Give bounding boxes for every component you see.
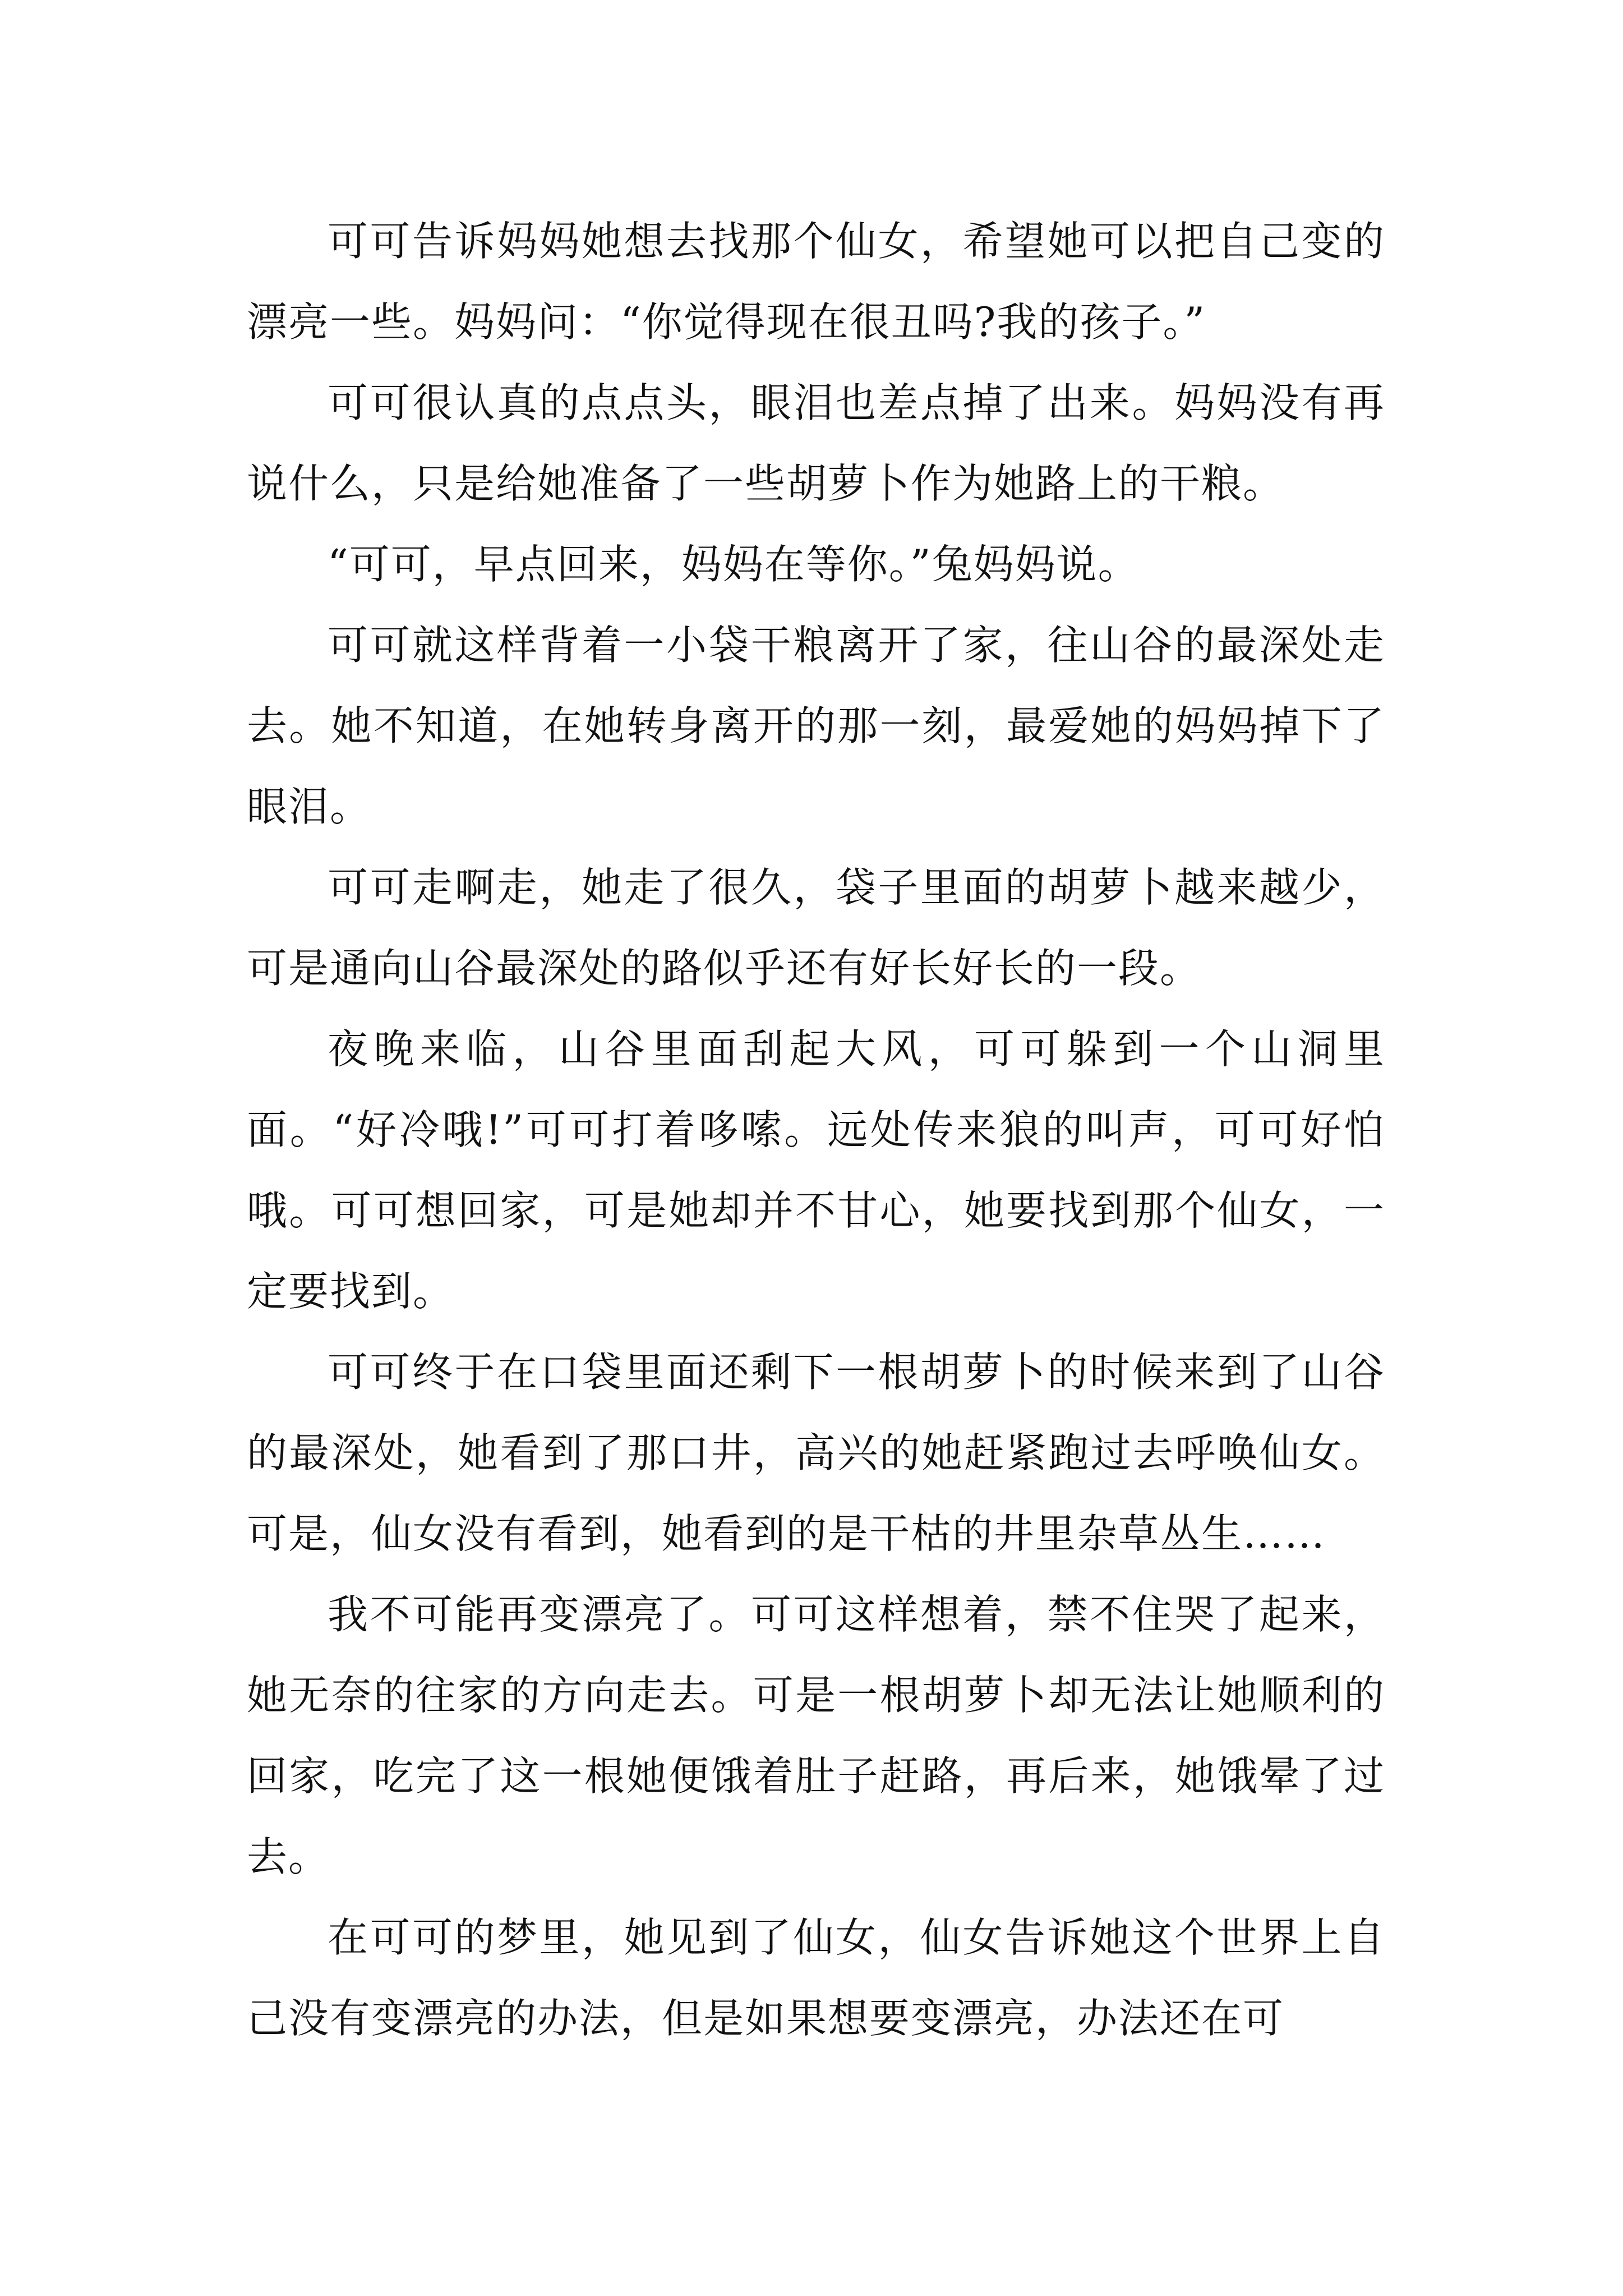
paragraph-4: 可可就这样背着一小袋干粮离开了家，往山谷的最深处走去。她不知道，在她转身离开的那一刻，最爱她的妈妈掉下了眼泪。	[247, 622, 1385, 830]
paragraph-1: 可可告诉妈妈她想去找那个仙女，希望她可以把自己变的漂亮一些。妈妈问：“你觉得现在很丑吗?我的孩子。”	[247, 218, 1385, 346]
paragraph-5: 可可走啊走，她走了很久，袋子里面的胡萝卜越来越少，可是通向山谷最深处的路似乎还有好长好长的一段。	[247, 864, 1385, 992]
paragraph-3: “可可，早点回来，妈妈在等你。”兔妈妈说。	[328, 541, 1140, 588]
paragraph-7: 可可终于在口袋里面还剩下一根胡萝卜的时候来到了山谷的最深处，她看到了那口井，高兴的她赶紧跑过去呼唤仙女。可是，仙女没有看到，她看到的是干枯的井里杂草丛生……	[247, 1349, 1385, 1557]
paragraph-6: 夜晚来临，山谷里面刮起大风，可可躲到一个山洞里面。“好冷哦!”可可打着哆嗦。远处传来狼的叫声，可可好怕哦。可可想回家，可是她却并不甘心，她要找到那个仙女，一定要找到。	[247, 1025, 1385, 1315]
paragraph-9: 在可可的梦里，她见到了仙女，仙女告诉她这个世界上自己没有变漂亮的办法，但是如果想要变漂亮，办法还在可	[247, 1914, 1385, 2042]
paragraph-2: 可可很认真的点点头，眼泪也差点掉了出来。妈妈没有再说什么，只是给她准备了一些胡萝卜作为她路上的干粮。	[247, 379, 1385, 507]
story-text	[247, 201, 1385, 2059]
paragraph-8: 我不可能再变漂亮了。可可这样想着，禁不住哭了起来，她无奈的往家的方向走去。可是一根胡萝卜却无法让她顺利的回家，吃完了这一根她便饿着肚子赶路，再后来，她饿晕了过去。	[247, 1591, 1385, 1880]
